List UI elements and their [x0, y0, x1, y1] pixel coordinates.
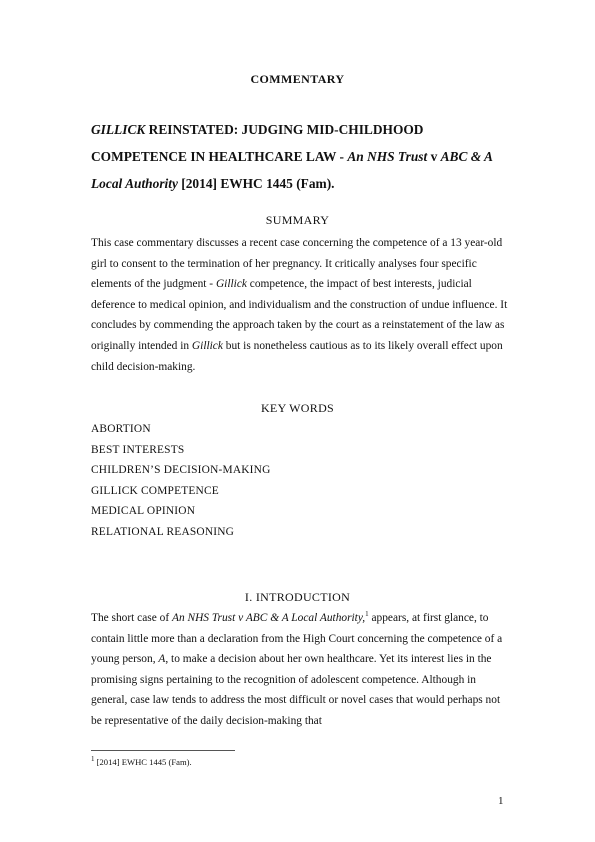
footnote [91, 757, 192, 767]
footnote-number: 1 [91, 755, 95, 764]
summary-text-3: but is nonetheless cautious as to its likely overall effect upon child decision-making. [91, 339, 503, 373]
commentary-heading: COMMENTARY [250, 72, 345, 86]
summary-paragraph [91, 233, 511, 377]
summary-italic-2: Gillick [191, 339, 223, 352]
page-number: 1 [498, 795, 504, 807]
keyword-item: RELATIONAL REASONING [91, 525, 235, 538]
keyword-item: CHILDREN’S DECISION-MAKING [91, 464, 271, 477]
intro-text-2: appears, at first glance, to contain little more than a declaration from the High Court concerning the competence of a young person, [91, 612, 503, 666]
keyword-item: GILLICK COMPETENCE [91, 484, 219, 497]
keyword-item: ABORTION [91, 423, 151, 435]
article-title [91, 116, 511, 197]
summary-text-2: competence, the impact of best interests, judicial deference to medical opinion, and individualism and the construction of undue influence. It concludes by commending the approach taken by the court as a reinstatement of the law as originally intended in [91, 278, 508, 352]
footnote-text: [2014] EWHC 1445 (Fam). [94, 757, 192, 767]
intro-text-1: The short case of [91, 612, 172, 624]
summary-heading: SUMMARY [265, 213, 330, 227]
footnote-reference[interactable]: 1 [365, 610, 369, 619]
title-case-party-2: ABC & A Local Authority [91, 149, 493, 191]
title-gillick: GILLICK [91, 122, 146, 137]
introduction-heading: I. INTRODUCTION [244, 590, 351, 604]
summary-text-1: This case commentary discusses a recent case concerning the competence of a 13 year-old girl to consent to the termination of her pregnancy. It critically analyses four specific elements of the judgment - [91, 237, 503, 291]
intro-case-name: An NHS Trust v ABC & A Local Authority, [171, 612, 366, 624]
intro-text-3: , to make a decision about her own healthcare. Yet its interest lies in the promising signs pertaining to the recognition of adolescent competence. Although in general, case law tends to address the most difficult or novel cases that would perhaps not be representative of the daily decision-making that [91, 653, 501, 727]
title-versus: v [427, 149, 441, 164]
title-case-party-1: An NHS Trust [347, 149, 428, 164]
footnote-divider [91, 750, 235, 751]
title-main: REINSTATED: JUDGING MID-CHILDHOOD COMPETENCE IN HEALTHCARE LAW - [91, 122, 424, 164]
summary-italic-1: Gillick [215, 278, 247, 291]
intro-party-a: A [158, 653, 166, 666]
keyword-item: BEST INTERESTS [91, 443, 185, 456]
keywords-list [91, 419, 271, 543]
keywords-heading: KEY WORDS [260, 401, 335, 415]
keyword-item: MEDICAL OPINION [91, 505, 196, 518]
title-citation: [2014] EWHC 1445 (Fam). [177, 176, 335, 191]
introduction-paragraph [91, 608, 511, 732]
